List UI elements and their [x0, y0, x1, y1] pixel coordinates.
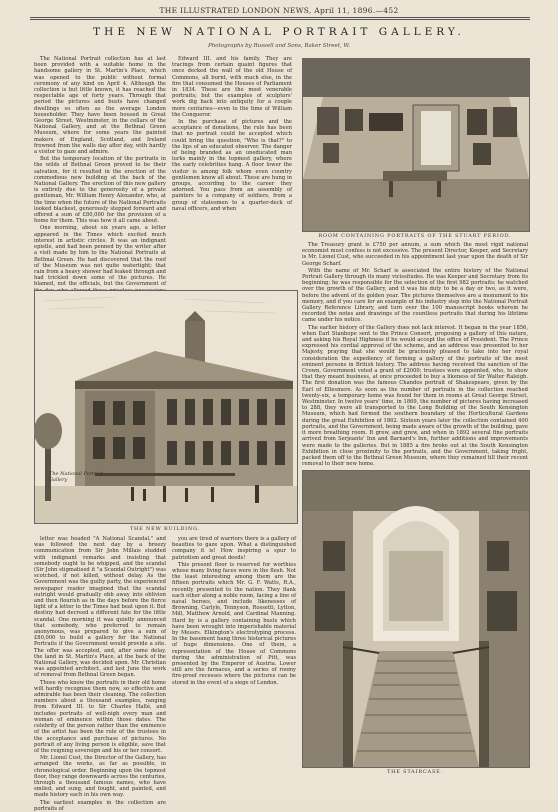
paragraph: This present floor is reserved for worthies whose many living faces were in the flesh. Not the least interesting among them are the fifteen portraits which Mr. G. F. Watts, R.A., recently presented to the nation. They flank each other along a noble room, facing a line of naval heroes, and include likenesses of Browning, Carlyle, Tennyson, Rossetti, Lytton, Mill, Matthew Arnold, and Cardinal Manning. Hard by is a gallery containing busts which have been wrought into imperishable material by Messrs. Elkington's electrotyping process. In the basement hang three historical pictures of huge dimensions. One of them, a representation of the House of Commons during the administration of Pitt, was presented by the Emperor of Austria. Lower still are the furnaces, and a series of roomy fire-proof recesses where the pictures can be stored in the event of a siege of London.: [172, 561, 296, 686]
text-column-2-bottom: [172, 536, 296, 776]
paragraph: One morning, about six years ago, a letter appeared in the Times which excited much interest in artistic circles. It was an indignant epistle, and had been penned by the writer after a visit made by him to the National Portraits at Bethnal Green. He had discovered that the roof of the Museum was not quite watertight; that rain from a heavy shower had leaked through and had trickled down some of the pictures. He blamed, not the officials, but the Government of: [34, 225, 166, 288]
room-photo: [302, 58, 530, 232]
article-title: THE NEW NATIONAL PORTRAIT GALLERY.: [93, 26, 465, 38]
paragraph: letter was headed "A National Scandal," and was followed the next day by a breezy communication from Sir John Millais studded with indignant remarks and insisting that somebody ought to be whipped, and the scandal (Sir John stigmatised it "a Scandal Outright") was scotched, if not killed, without delay. As the Government was the guilty party, the experienced newspaper reader imagined that the scandal outright would gradually ebb away into oblivion and then flourish as in the days before the fierce light of a letter to the Times had beat upon it. But destiny had decreed a different fate for the little scandal. One morning it was quietly announced that somebody, who preferred to remain anonymous, was prepared to give a sum of £80,000 to build a gallery for the National Portraits if the Government would provide a site. The offer was accepted, and, after some delay, the land in St. Martin's Place, at the back of the National Gallery, was decided upon. Mr. Christian was appointed architect, and last June the work of removal from Bethnal Green began.: [34, 536, 166, 679]
paragraph: Mr. Lionel Cust, the Director of the Gallery, has arranged the works, as far as possible, in chronological order. Beginning upon the topmost floor, they range downwards across the centuries, through a thousand famous names, who have smiled, and sung, and fought, and painted, and made history each in his own way.: [34, 755, 166, 799]
sketch-inscription: The National Portrait Gallery: [49, 471, 104, 483]
top-rule: [30, 17, 530, 18]
text-column-2-top: [172, 56, 292, 288]
text-column-1-bottom: [34, 536, 166, 812]
paragraph: The earlier history of the Gallery does not lack interest. It began in the year 1856, when Earl Stanhope sent to the Prince Consort, proposing a gallery of this nature, and asking his Royal Highness if he would accept the office of President. The Prince expressed his cordial approval of the scheme, and an address was presented to her Majesty, praying that she would be graciously pleased to take into her royal consideration the expediency of forming a gallery of the portraits of the most eminent persons in British history. The address having received the sanction of the Crown, Government voted a grant of £2000; trustees were appointed, who, to show that they meant business, at once proceeded to buy a likeness of Sir Walter Raleigh. The first donation was the famous Chandos portrait of Shakespeare, given by the Earl of Ellesmere. As soon as the number of portraits in the collection reached twenty-six, a temporary home was found for them in rooms at Great George Street, Westminster. In twelve years' time, in 1869, the number of pictures having increased to 288, they were all transported to the Long Building of the South Kensington Museum, which had formed the southern boundary of the Horticultural Gardens during the great Exhibition of 1862. Sixteen years later the collection contained 400 portraits, and the Government, being made aware of the growth of the building, gave it more breathing room. It grew, and grew, and when in 1892 several fine portraits arrived from Serjeants' Inn and Barnard's Inn, further additions and improvements were made to the galleries. But in 1885 a fire broke out at the South Kensington Exhibition in close proximity to the portraits, and the Government, taking fright, packed them off to the Bethnal Green Museum, where they remained till their recent removal to their new home.: [302, 324, 528, 468]
paragraph: The earliest examples in the collection are portraits of: [34, 799, 166, 812]
paragraph: you are tired of warriors there is a gallery of beauties to gaze upon. What a distinguished company it is! How inspiring a spur to patriotism and great deeds!: [172, 536, 296, 561]
paragraph: But the temporary location of the portraits in the wilds of Bethnal Green proved to be their salvation, for it resulted in the erection of the commodious new building at the back of the National Gallery. The erection of this new gallery is entirely due to the generosity of a private gentleman, Mr. William Henry Alexander, who, at the time when the future of the National Portraits looked blackest, generously stepped forward and offered a sum of £80,000 for the provision of a home for them. This was how it all came about.: [34, 156, 166, 225]
building-sketch: [34, 290, 298, 524]
photo-credit: Photographs by Russell and Sons, Baker Street, W.: [208, 43, 350, 49]
paragraph: The Treasury grant is £750 per annum, a sum which the most rigid national economist must confess is not excessive. The present Director, Keeper, and Secretary is Mr. Lionel Cust, who succeeded in his appointment last year upon the death of Sir George Scharf.: [302, 242, 528, 267]
caption-building: THE NEW BUILDING.: [129, 526, 201, 532]
top-rule-double: [30, 19, 530, 20]
paragraph: In the purchase of pictures and the acceptance of donations, the rule has been that no portrait could be accepted which could bring the question, "Who is that?" to the lips of an educated observer. The danger of being branded as an uneducated man lurks mainly in the topmost gallery, where the early celebrities hang. A floor lower the visitor is among folk whom even country gentlemen know all about. These are hung in groups, according to the career they adorned. You pass from an assembly of painters to a company of soldiers, from a group of statesmen to a quarter-deck of naval officers, and when: [172, 119, 292, 212]
running-head: THE ILLUSTRATED LONDON NEWS, April 11, 1896.—452: [159, 6, 399, 15]
caption-staircase: THE STAIRCASE.: [386, 769, 444, 775]
paragraph: With the name of Mr. Scharf is associated the entire history of the National Portrait Gallery through its many vicissitudes. He was Keeper and Secretary from its beginning; he was responsible for the selection of the first 982 portraits; he watched over the growth of the Gallery, and it was his duty to be a day or two, as it were, before the advent of its golden year. The pictures themselves are a monument to his memory, and if you care for an example of his industry step into the National Portrait Gallery Reference Library, and turn over the 100 manuscript books wherein he recorded the notes and drawings of the countless portraits that during his lifetime came under his notice.: [302, 267, 528, 324]
staircase-photo: [302, 470, 530, 768]
text-column-3: [302, 242, 528, 468]
text-column-1-top: [34, 56, 166, 288]
paragraph: Those who know the portraits in their old home will hardly recognise them now, so effective and admirable has been their cleaning. The collection numbers about a thousand examples, ranging from Edward III. to Sir Charles Hallé, and includes portraits of well-nigh every man and woman of eminence within those dates. The celebrity of the person rather than the eminence of the artist has been the rule of the trustees in the acceptance and purchase of pictures. No portrait of any living person is eligible, save that of the reigning sovereign and his or her consort.: [34, 679, 166, 754]
caption-room: ROOM CONTAINING PORTRAITS OF THE STUART PERIOD.: [318, 233, 512, 239]
paragraph: Edward III. and his family. They are tracings from certain quaint figures that once decked the wall of the old House of Commons, all burnt, with much else, in the fire that consumed the Houses of Parliament in 1834. These are the most venerable portraits; but the examples of sculptors' work dig back into antiquity for a couple more centuries—even to the time of William the Conqueror.: [172, 56, 292, 118]
paragraph: The National Portrait collection has at last been provided with a suitable home in the handsome gallery in St. Martin's Place, which was opened to the public without formal ceremony of any kind on April 4. Although the collection is but little known, it has reached the respectable age of forty years. Through that period the pictures and busts have changed dwellings so often as the average London householder. They have been housed in Great George Street, Westminster, in the cellars of the National Gallery, and at the Bethnal Green Museum, where for some years the painted makers of England, Scotland, and Ireland frowned from the walls day after day, with hardly a visitor to gaze and admire.: [34, 56, 166, 156]
